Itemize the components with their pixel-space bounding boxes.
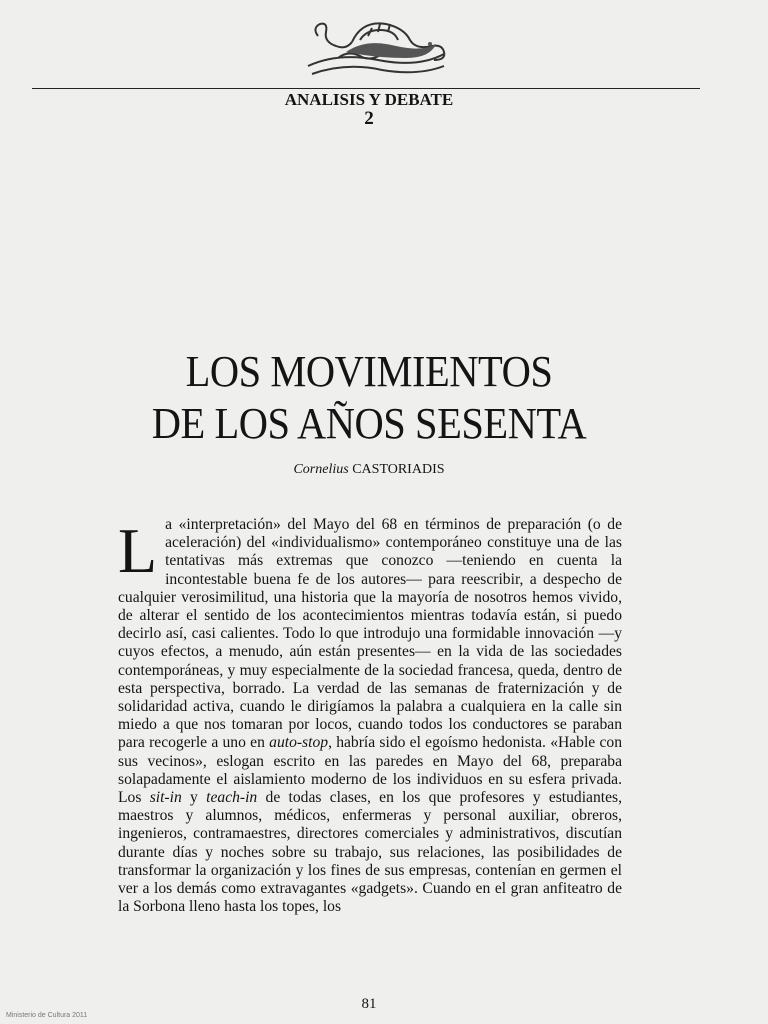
author-first-name: Cornelius — [293, 462, 349, 477]
article-title-line-1: LOS MOVIMIENTOS — [185, 347, 553, 396]
footer-credit: Ministerio de Cultura 2011 — [6, 1012, 88, 1019]
section-number: 2 — [364, 108, 374, 129]
paragraph — [118, 516, 622, 916]
author-last-name: CASTORIADIS — [352, 462, 445, 477]
drop-cap: L — [118, 515, 158, 586]
header-rule — [32, 88, 700, 89]
article-title — [30, 346, 709, 450]
section-header — [0, 90, 738, 128]
body-segment: de todas clases, en los que profesores y estudiantes, maestros y alumnos, médicos, enfermeras y personal auxiliar, obreros, ingenieros, contramaestres, directores comerciales y administrativos, discutían durante días y noches sobre su trabajo, sus relaciones, las posibilidades de transformar la organización y los fines de sus empresas, contenían en germen el ver a los demás como extravagantes «gadgets». Cuando en el gran anfiteatro de la Sorbona lleno hasta los topes, los — [118, 789, 623, 916]
body-segment-italic: teach-in — [206, 789, 258, 807]
article-body — [118, 516, 622, 916]
body-segment: y — [181, 789, 207, 807]
section-title: ANALISIS Y DEBATE — [284, 90, 454, 109]
article-title-line-2: DE LOS AÑOS SESENTA — [151, 399, 587, 448]
dragon-emblem-icon — [298, 14, 454, 84]
body-segment-italic: auto-stop — [269, 734, 329, 752]
page-number: 81 — [361, 996, 377, 1012]
body-segment: a «interpretación» del Mayo del 68 en términos de preparación (o de aceleración) del «individualismo» contemporáneo constituye una de las tentativas más extremas que conozco —teniendo en cuenta la incontestable buena fe de los autores— para reescribir, a despecho de cualquier verosimilitud, una historia que la mayoría de nosotros hemos vivido, de alterar el sentido de los acontecimientos mientras todavía están, si puedo decirlo así, casi calientes. Todo lo que introdujo una formidable innovación —y cuyos efectos, a menudo, aún están presentes— en la vida de las sociedades contemporáneas, y muy especialmente de la sociedad francesa, queda, dentro de esta perspectiva, borrado. La verdad de las semanas de fraternización y de solidaridad activa, cuando le dirigíamos la palabra a cualquiera en la calle sin miedo a que nos tomaran por locos, cuando todos los conductores se paraban para recogerle a uno en — [118, 516, 622, 752]
byline — [0, 462, 738, 478]
body-segment-italic: sit-in — [149, 789, 182, 807]
body-segment: , habría sido el egoísmo hedonista. «Hable con sus vecinos», eslogan escrito en las paredes en Mayo del 68, preparaba solapadamente el aislamiento moderno de los individuos en su esfera privada. Los — [118, 734, 622, 807]
